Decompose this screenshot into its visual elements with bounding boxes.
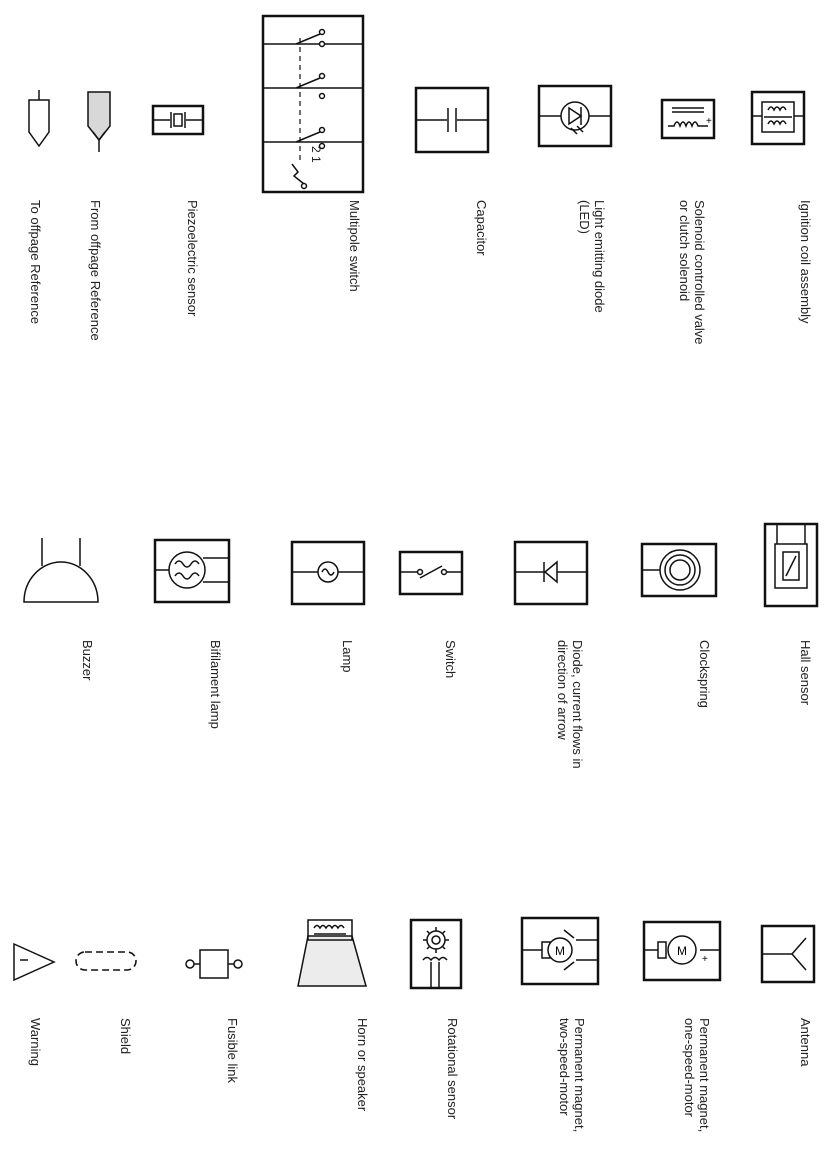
- warning-icon: [10, 940, 60, 990]
- shield-label: Shield: [118, 1018, 133, 1055]
- from-offpage-reference-label: From offpage Reference: [88, 200, 103, 341]
- led-icon: [537, 84, 617, 154]
- multipole-switch-label: Multipole switch: [347, 200, 362, 292]
- lamp-label: Lamp: [340, 640, 355, 673]
- two-speed-motor-letter: M: [555, 944, 565, 958]
- one-speed-motor-label: Permanent magnet, one-speed-motor: [682, 1018, 712, 1133]
- bifilament-lamp-label: Bifilament lamp: [208, 640, 223, 729]
- buzzer-label: Buzzer: [80, 640, 95, 681]
- antenna-label: Antenna: [798, 1018, 813, 1067]
- solenoid-polarity: +: [706, 116, 712, 127]
- one-speed-motor-letter: M: [677, 944, 687, 958]
- warning-label: Warning: [28, 1018, 43, 1066]
- one-speed-motor-polarity: +: [702, 954, 708, 965]
- fusible-link-icon: [180, 944, 250, 984]
- clockspring-icon: [640, 542, 720, 602]
- piezoelectric-sensor-label: Piezoelectric sensor: [185, 200, 200, 317]
- switch-icon: [398, 550, 468, 600]
- capacitor-label: Capacitor: [474, 200, 489, 256]
- solenoid-valve-label: Solenoid controlled valve or clutch solenoid: [677, 200, 707, 345]
- piezoelectric-sensor-icon: [150, 104, 210, 144]
- to-offpage-reference-label: To offpage Reference: [28, 200, 43, 325]
- to-offpage-reference-icon: [22, 88, 62, 158]
- diode-label: Diode, current flows in direction of arrow: [555, 640, 585, 769]
- multipole-switch-icon: [260, 14, 370, 199]
- clockspring-label: Clockspring: [697, 640, 712, 708]
- solenoid-valve-icon: [660, 98, 730, 148]
- lamp-icon: [290, 540, 370, 610]
- from-offpage-reference-icon: [82, 88, 122, 158]
- bifilament-lamp-icon: [153, 538, 233, 608]
- shield-icon: [72, 948, 142, 978]
- two-speed-motor-icon: [520, 916, 610, 996]
- antenna-icon: [760, 924, 820, 994]
- hall-sensor-label: Hall sensor: [798, 640, 813, 706]
- hall-sensor-icon: [763, 522, 823, 612]
- one-speed-motor-icon: [642, 920, 732, 990]
- ignition-coil-icon: [750, 90, 810, 150]
- led-label: Light emitting diode (LED): [577, 200, 607, 313]
- horn-speaker-icon: [294, 914, 374, 994]
- two-speed-motor-label: Permanent magnet, two-speed-motor: [557, 1018, 587, 1133]
- rotational-sensor-label: Rotational sensor: [445, 1018, 460, 1120]
- multipole-switch-contact-label: 2 1: [309, 146, 323, 163]
- horn-speaker-label: Horn or speaker: [355, 1018, 370, 1112]
- diode-icon: [513, 540, 593, 610]
- capacitor-icon: [414, 86, 494, 156]
- fusible-link-label: Fusible link: [225, 1018, 240, 1084]
- ignition-coil-label: Ignition coil assembly: [798, 200, 813, 324]
- rotational-sensor-icon: [409, 918, 469, 998]
- switch-label: Switch: [443, 640, 458, 679]
- buzzer-icon: [20, 536, 110, 611]
